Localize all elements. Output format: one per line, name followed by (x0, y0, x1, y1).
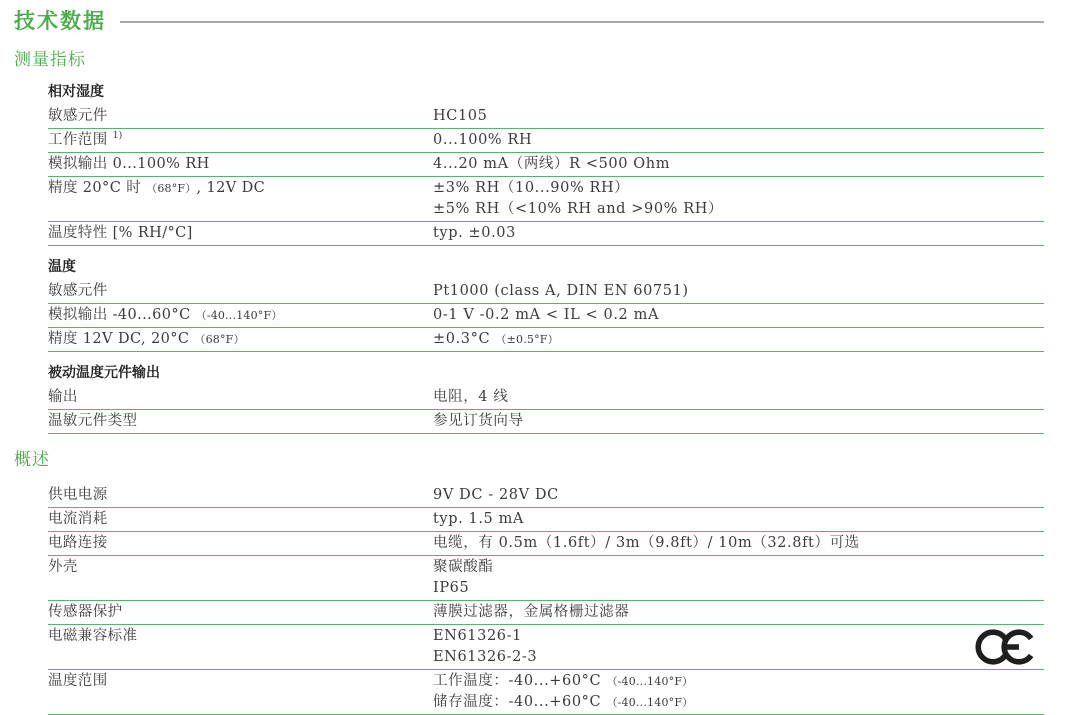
page-title: 技术数据 (14, 8, 106, 33)
row-label: 传感器保护 (48, 604, 123, 620)
row-value: ±0.3°C （±0.5°F） (433, 331, 559, 347)
row-value: 电缆，有 0.5m（1.6ft）/ 3m（9.8ft）/ 10m（32.8ft）可选 (433, 535, 860, 551)
row-label: 电路连接 (48, 535, 108, 551)
section-heading-measurement: 测量指标 (14, 50, 86, 70)
row-label: 输出 (48, 389, 78, 405)
row-value: 0-1 V -0.2 mA < IL < 0.2 mA (433, 307, 660, 323)
row-label: 电磁兼容标准 (48, 628, 138, 644)
ce-mark-icon (976, 628, 1036, 666)
spec-row-humidity-sensor (48, 105, 1044, 129)
row-label: 温度特性 [% RH/°C] (48, 225, 193, 241)
title-divider (120, 21, 1044, 23)
spec-row-temperature-range (48, 670, 1044, 715)
row-value: typ. ±0.03 (433, 225, 516, 241)
row-label: 供电电源 (48, 487, 108, 503)
row-label: 电流消耗 (48, 511, 108, 527)
row-value: Pt1000 (class A, DIN EN 60751) (433, 283, 689, 299)
group-header-passive-output: 被动温度元件输出 (48, 365, 160, 381)
row-label: 温度范围 (48, 673, 108, 689)
row-value: EN61326-1 EN61326-2-3 (433, 628, 538, 665)
row-label: 外壳 (48, 559, 78, 575)
spec-row-current-consumption (48, 508, 1044, 532)
spec-row-temp-sensor (48, 280, 1044, 304)
row-value: 聚碳酸酯 IP65 (433, 559, 494, 596)
spec-row-housing (48, 556, 1044, 601)
row-label: 敏感元件 (48, 283, 108, 299)
spec-row-power-supply (48, 484, 1044, 508)
spec-row-temp-analog-output (48, 304, 1044, 328)
footnote-ref: 1) (112, 130, 123, 142)
row-value: ±3% RH（10...90% RH） ±5% RH（<10% RH and >90% RH） (433, 180, 724, 217)
row-value: 参见订货向导 (433, 413, 524, 429)
row-label: 模拟输出 0...100% RH (48, 156, 210, 172)
group-header-humidity: 相对湿度 (48, 84, 104, 100)
spec-row-humidity-accuracy (48, 177, 1044, 222)
spec-row-electrical-connection (48, 532, 1044, 556)
measurement-spec-table (48, 83, 1044, 434)
spec-row-temp-accuracy (48, 328, 1044, 352)
group-header-temperature: 温度 (48, 259, 76, 275)
spec-row-passive-sensor-type (48, 410, 1044, 434)
row-label: 工作范围 $^{1)}$ (48, 130, 123, 148)
spec-row-sensor-protection (48, 601, 1044, 625)
title-row (14, 8, 1044, 34)
spec-row-passive-output (48, 386, 1044, 410)
row-value: 工作温度：-40...+60°C （-40...140°F） 储存温度：-40...+60°C （-40...140°F） (433, 673, 694, 710)
spec-row-humidity-temp-dependency (48, 222, 1044, 246)
row-label: 敏感元件 (48, 108, 108, 124)
row-value: 9V DC - 28V DC (433, 487, 559, 503)
row-label: 精度 12V DC, 20°C （68°F） (48, 331, 245, 347)
spec-row-humidity-analog-output (48, 153, 1044, 177)
row-value: 电阻，4 线 (433, 389, 509, 405)
spec-row-emc-standard (48, 625, 1044, 670)
row-label: 模拟输出 -40...60°C （-40...140°F） (48, 307, 283, 323)
row-label: 精度 20°C 时 （68°F）, 12V DC (48, 180, 266, 196)
section-heading-general: 概述 (14, 450, 50, 470)
spacer (48, 471, 1044, 484)
row-label: 温敏元件类型 (48, 413, 138, 429)
row-value: 薄膜过滤器，金属格栅过滤器 (433, 604, 630, 620)
general-spec-table (48, 471, 1044, 715)
spec-row-humidity-range (48, 129, 1044, 153)
row-value: typ. 1.5 mA (433, 511, 525, 527)
row-value: 0...100% RH (433, 132, 533, 148)
row-value: 4...20 mA（两线）R <500 Ohm (433, 156, 671, 172)
row-value: HC105 (433, 108, 488, 124)
